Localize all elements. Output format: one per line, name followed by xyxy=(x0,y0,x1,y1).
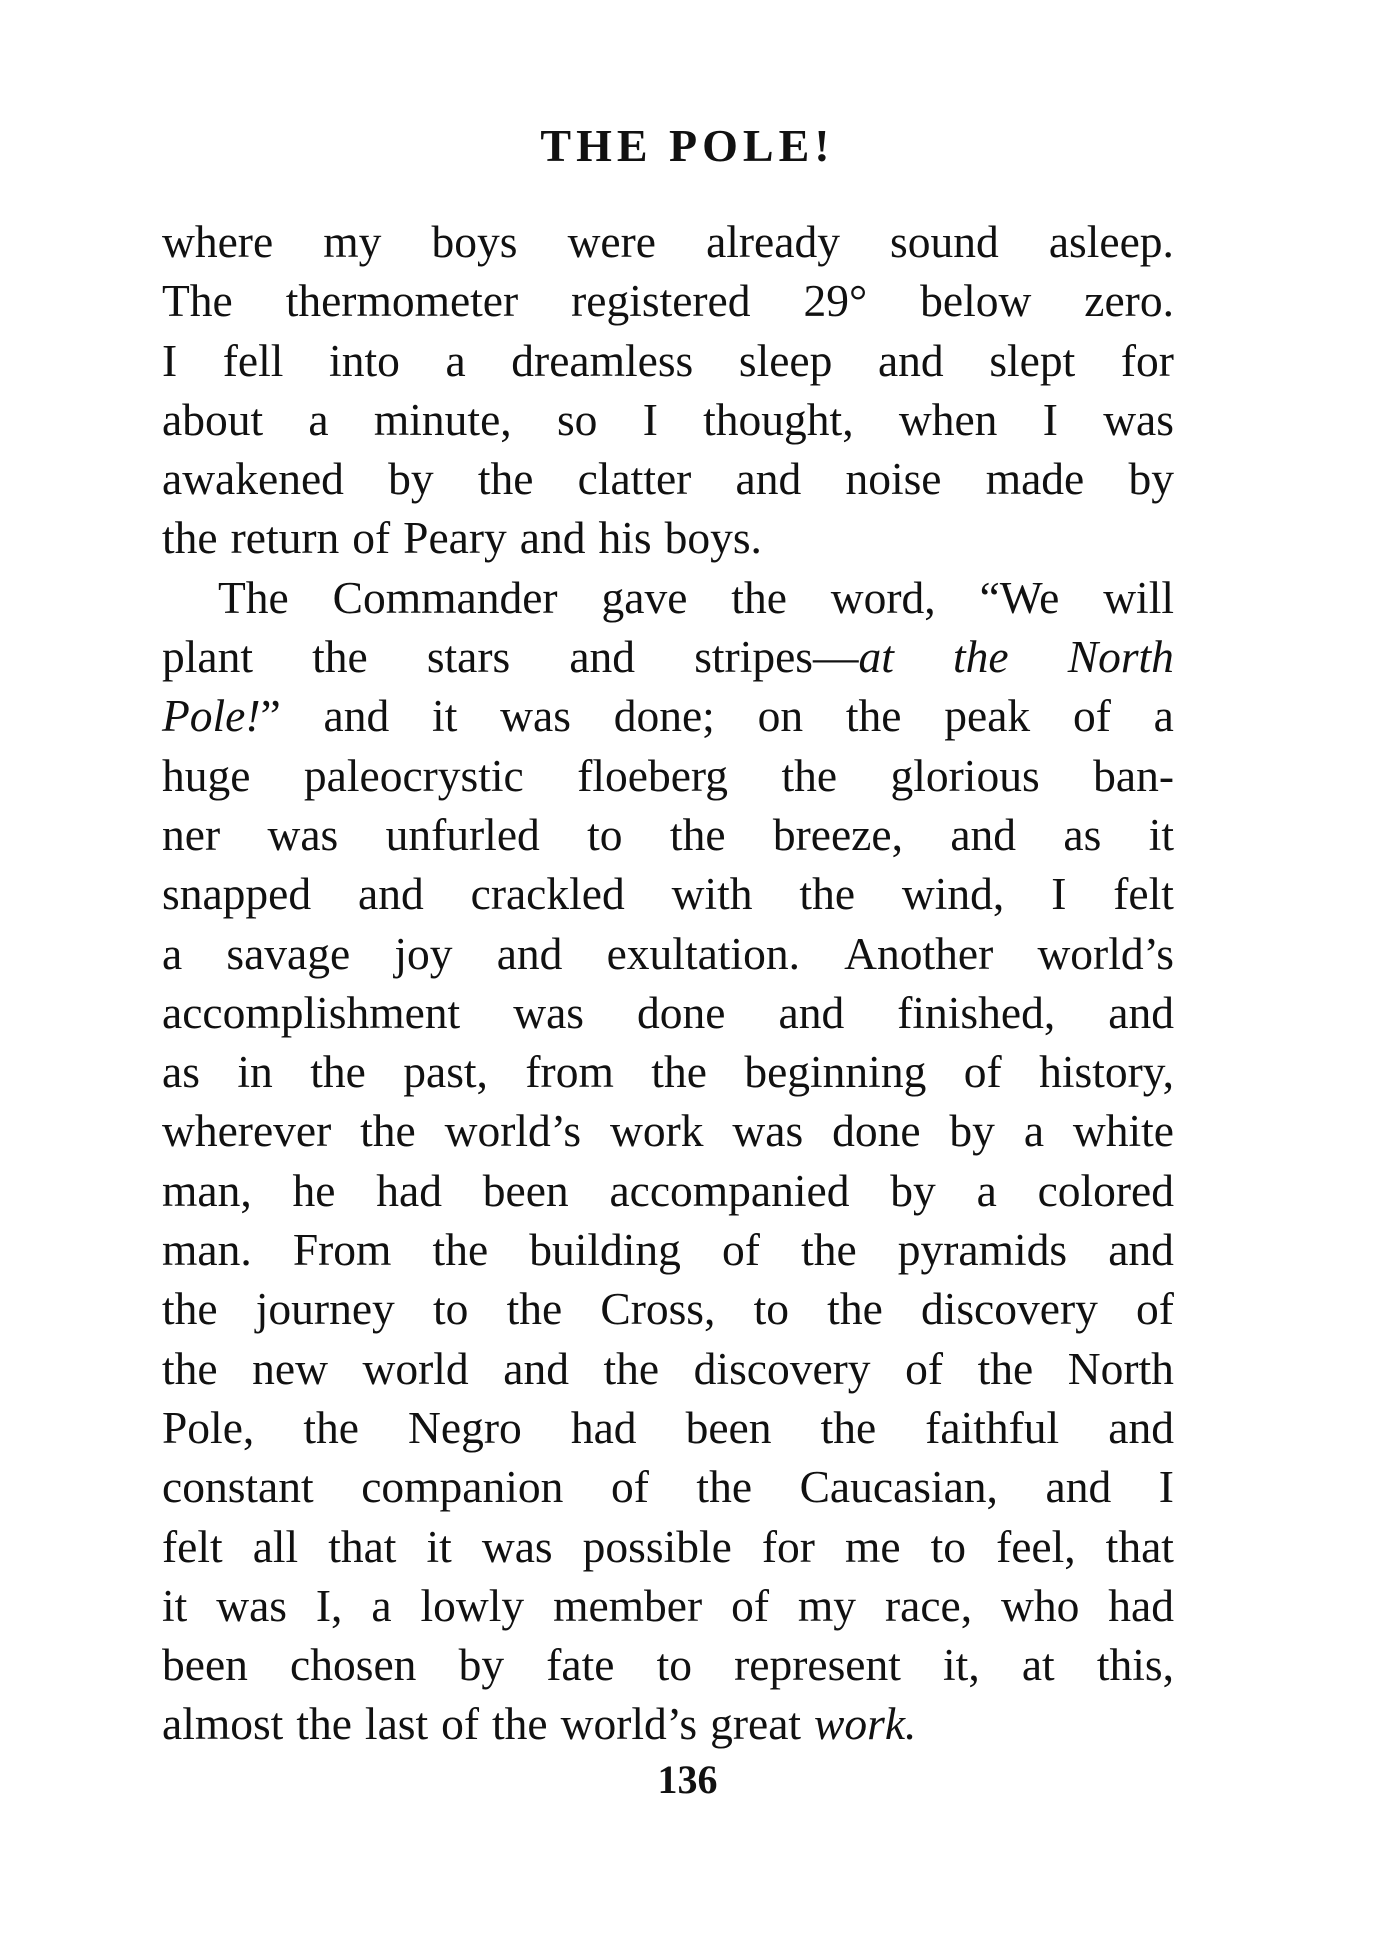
text-line xyxy=(162,1101,1174,1160)
word: about xyxy=(162,393,264,445)
text-line xyxy=(162,1457,1174,1516)
word: it, xyxy=(943,1639,980,1691)
word: return xyxy=(230,512,340,564)
word: for xyxy=(1120,334,1174,386)
word: to xyxy=(587,808,623,860)
word: the xyxy=(953,631,1009,683)
word: finished, xyxy=(897,986,1056,1038)
word: and xyxy=(877,334,944,386)
word: past, xyxy=(403,1046,488,1098)
word: ner xyxy=(162,808,221,860)
word: to xyxy=(930,1520,967,1572)
word: the xyxy=(603,1342,660,1394)
word: was xyxy=(513,986,584,1038)
word: ban- xyxy=(1093,749,1174,801)
word: the xyxy=(827,1283,883,1335)
word: in xyxy=(237,1046,273,1098)
word: the xyxy=(845,690,902,742)
word: and xyxy=(503,1342,569,1394)
word: lowly xyxy=(420,1579,525,1631)
word: and xyxy=(1108,1401,1174,1453)
word: Negro xyxy=(408,1401,522,1453)
text-line xyxy=(162,1576,1174,1635)
word: unfurled xyxy=(385,808,540,860)
word: snapped xyxy=(162,868,312,920)
word: and xyxy=(1108,1224,1174,1276)
word: he xyxy=(292,1164,336,1216)
text-line xyxy=(162,1517,1174,1576)
word: “We xyxy=(979,571,1060,623)
word: boys. xyxy=(664,512,762,564)
word: savage xyxy=(226,927,351,979)
text-line xyxy=(162,1042,1174,1101)
word: Caucasian, xyxy=(799,1461,998,1513)
text-line xyxy=(162,686,1174,745)
word: faithful xyxy=(925,1401,1060,1453)
word: it xyxy=(426,1520,452,1572)
word: discovery xyxy=(920,1283,1098,1335)
word: were xyxy=(567,216,656,267)
word: already xyxy=(706,216,840,267)
word: for xyxy=(761,1520,815,1572)
text-line xyxy=(162,924,1174,983)
text-line xyxy=(162,1694,1174,1753)
word: Commander xyxy=(332,571,558,623)
text-line xyxy=(162,1398,1174,1457)
word: had xyxy=(376,1164,442,1216)
word: Pole, xyxy=(162,1401,255,1453)
text-line xyxy=(162,1339,1174,1398)
word: the xyxy=(162,1283,218,1335)
word: the xyxy=(303,1401,359,1453)
word: floeberg xyxy=(577,749,728,801)
word: and xyxy=(1045,1461,1112,1513)
word: boys xyxy=(431,216,518,267)
word: I xyxy=(642,393,658,445)
word: below xyxy=(920,275,1032,327)
word: I xyxy=(1042,393,1058,445)
word: I xyxy=(1158,1461,1174,1513)
word: journey xyxy=(255,1283,395,1335)
text-line xyxy=(162,331,1174,390)
word: done xyxy=(832,1105,921,1157)
word: word, xyxy=(830,571,936,623)
word: man, xyxy=(162,1164,252,1216)
word: crackled xyxy=(470,868,625,920)
word: a xyxy=(371,1579,392,1631)
word: clatter xyxy=(577,453,692,505)
word: on xyxy=(757,690,804,742)
word: that xyxy=(328,1520,397,1572)
text-line xyxy=(162,1220,1174,1279)
word: was xyxy=(732,1105,804,1157)
word: beginning xyxy=(744,1046,927,1098)
word: by xyxy=(388,453,434,505)
word: and xyxy=(519,512,586,564)
word: accomplishment xyxy=(162,986,461,1038)
word: the xyxy=(820,1401,877,1453)
word: world’s xyxy=(444,1105,582,1157)
word: and xyxy=(569,631,636,683)
word: paleocrystic xyxy=(303,749,524,801)
word: all xyxy=(252,1520,299,1572)
word: zero. xyxy=(1084,275,1174,327)
word: where xyxy=(162,216,274,267)
word: was xyxy=(267,808,339,860)
word: Peary xyxy=(403,512,507,564)
word: of xyxy=(441,1698,480,1750)
word: my xyxy=(797,1579,857,1631)
word: I, xyxy=(315,1579,343,1631)
word: joy xyxy=(394,927,453,979)
word: me xyxy=(844,1520,901,1572)
word: the xyxy=(162,512,218,564)
word: that xyxy=(1105,1520,1174,1572)
word: the xyxy=(731,571,787,623)
text-line xyxy=(162,1161,1174,1220)
word: the xyxy=(310,1046,366,1098)
word: a xyxy=(445,334,466,386)
word: and xyxy=(735,453,802,505)
word: From xyxy=(292,1224,392,1276)
word: new xyxy=(252,1342,328,1394)
word: the xyxy=(669,808,726,860)
word: done xyxy=(637,986,726,1038)
word: world xyxy=(362,1342,469,1394)
word: had xyxy=(1108,1579,1174,1631)
word: The xyxy=(218,571,289,623)
word: who xyxy=(1001,1579,1080,1631)
word: building xyxy=(529,1224,681,1276)
word: of xyxy=(352,512,391,564)
word: represent xyxy=(734,1639,901,1691)
text-line xyxy=(162,271,1174,330)
text-line xyxy=(162,864,1174,923)
word: huge xyxy=(162,749,251,801)
word: to xyxy=(432,1283,469,1335)
word: it xyxy=(1148,808,1174,860)
word: work xyxy=(610,1105,704,1157)
word: been xyxy=(685,1401,772,1453)
word: with xyxy=(671,868,753,920)
word: fate xyxy=(546,1639,615,1691)
word: glorious xyxy=(890,749,1040,801)
word: slept xyxy=(989,334,1076,386)
word: peak xyxy=(944,690,1031,742)
word: made xyxy=(985,453,1085,505)
word: a xyxy=(162,927,183,979)
word: felt xyxy=(1113,868,1174,920)
word: into xyxy=(329,334,400,386)
word: world’s xyxy=(560,1698,698,1750)
word: the xyxy=(162,1342,218,1394)
word: the xyxy=(781,749,838,801)
running-head: THE POLE! xyxy=(540,120,835,171)
word: of xyxy=(610,1461,649,1513)
word: the xyxy=(506,1283,563,1335)
word: the xyxy=(312,631,368,683)
word: 29° xyxy=(803,275,868,327)
word: discovery xyxy=(693,1342,871,1394)
word: man. xyxy=(162,1224,252,1276)
word: the xyxy=(801,1224,857,1276)
word: I xyxy=(1051,868,1067,920)
word: thermometer xyxy=(285,275,519,327)
word: this, xyxy=(1096,1639,1174,1691)
word: I xyxy=(162,334,178,386)
word: of xyxy=(1072,690,1111,742)
word: of xyxy=(905,1342,944,1394)
word: history, xyxy=(1039,1046,1174,1098)
word: at xyxy=(1021,1639,1055,1691)
word: to xyxy=(753,1283,789,1335)
word: awakened xyxy=(162,453,344,505)
word: the xyxy=(651,1046,707,1098)
word: had xyxy=(570,1401,637,1453)
word: by xyxy=(1128,453,1174,505)
word: possible xyxy=(582,1520,732,1572)
word: Another xyxy=(844,927,994,979)
word: so xyxy=(556,393,598,445)
word: world’s xyxy=(1037,927,1174,979)
text-line xyxy=(162,1635,1174,1694)
word: my xyxy=(323,216,382,267)
word: of xyxy=(731,1579,769,1631)
word: the xyxy=(696,1461,753,1513)
word: a xyxy=(1023,1105,1045,1157)
word: felt xyxy=(162,1520,223,1572)
word: dreamless xyxy=(511,334,694,386)
word: work. xyxy=(814,1698,917,1750)
word: wherever xyxy=(162,1105,332,1157)
word: of xyxy=(722,1224,760,1276)
word: as xyxy=(1063,808,1102,860)
word: his xyxy=(598,512,652,564)
word: chosen xyxy=(290,1639,417,1691)
word: thought, xyxy=(703,393,854,445)
word: accompanied xyxy=(609,1164,850,1216)
word: The xyxy=(162,275,233,327)
word: great xyxy=(710,1698,802,1750)
word: breeze, xyxy=(772,808,903,860)
word: will xyxy=(1103,571,1174,623)
word: and xyxy=(496,927,563,979)
word: race, xyxy=(884,1579,973,1631)
word: stripes—at xyxy=(694,631,894,683)
word: and xyxy=(358,868,424,920)
word: member xyxy=(553,1579,703,1631)
text-line xyxy=(162,805,1174,864)
word: the xyxy=(799,868,856,920)
word: fell xyxy=(222,334,284,386)
word: and xyxy=(1108,986,1174,1038)
word: asleep. xyxy=(1048,216,1174,267)
word: was xyxy=(216,1579,287,1631)
page-number: 136 xyxy=(657,1757,718,1802)
word: been xyxy=(482,1164,569,1216)
body-text xyxy=(162,212,1174,1754)
word: and xyxy=(778,986,845,1038)
word: been xyxy=(162,1639,248,1691)
word: was xyxy=(481,1520,553,1572)
word: of xyxy=(1136,1283,1174,1335)
word: the xyxy=(977,1342,1034,1394)
word: gave xyxy=(601,571,688,623)
text-line xyxy=(162,449,1174,508)
word: exultation. xyxy=(606,927,800,979)
word: the xyxy=(492,1698,548,1750)
word: it xyxy=(432,690,458,742)
word: and xyxy=(323,690,390,742)
word: a xyxy=(976,1164,997,1216)
word: the xyxy=(432,1224,489,1276)
word: done; xyxy=(613,690,715,742)
word: white xyxy=(1072,1105,1174,1157)
word: Cross, xyxy=(600,1283,716,1335)
word: to xyxy=(656,1639,692,1691)
word: last xyxy=(364,1698,429,1750)
word: North xyxy=(1067,631,1174,683)
word: stars xyxy=(426,631,511,683)
word: wind, xyxy=(901,868,1005,920)
word: registered xyxy=(571,275,751,327)
word: when xyxy=(898,393,998,445)
word: by xyxy=(458,1639,505,1691)
word: a xyxy=(1153,690,1174,742)
word: sound xyxy=(890,216,999,267)
word: by xyxy=(949,1105,995,1157)
word: plant xyxy=(162,631,253,683)
word: constant xyxy=(162,1461,314,1513)
word: it xyxy=(162,1579,188,1631)
word: North xyxy=(1067,1342,1174,1394)
word: companion xyxy=(361,1461,564,1513)
word: noise xyxy=(845,453,942,505)
text-line xyxy=(162,390,1174,449)
text-line xyxy=(162,568,1174,627)
word: colored xyxy=(1037,1164,1174,1216)
word: by xyxy=(890,1164,936,1216)
word: the xyxy=(360,1105,416,1157)
word: almost xyxy=(162,1698,284,1750)
word: as xyxy=(162,1046,200,1098)
word: sleep xyxy=(738,334,833,386)
word: the xyxy=(296,1698,352,1750)
word: and xyxy=(950,808,1017,860)
text-line xyxy=(162,983,1174,1042)
text-line xyxy=(162,1279,1174,1338)
text-line xyxy=(162,627,1174,686)
text-line xyxy=(162,746,1174,805)
word: the xyxy=(477,453,534,505)
word: feel, xyxy=(996,1520,1076,1572)
word: a xyxy=(308,393,329,445)
word: was xyxy=(1103,393,1174,445)
word: of xyxy=(963,1046,1002,1098)
word: minute, xyxy=(373,393,512,445)
word: from xyxy=(525,1046,614,1098)
word: was xyxy=(500,690,571,742)
word: pyramids xyxy=(897,1224,1068,1276)
text-line xyxy=(162,212,1174,271)
text-line xyxy=(162,508,1174,567)
word: Pole!” xyxy=(162,690,281,742)
